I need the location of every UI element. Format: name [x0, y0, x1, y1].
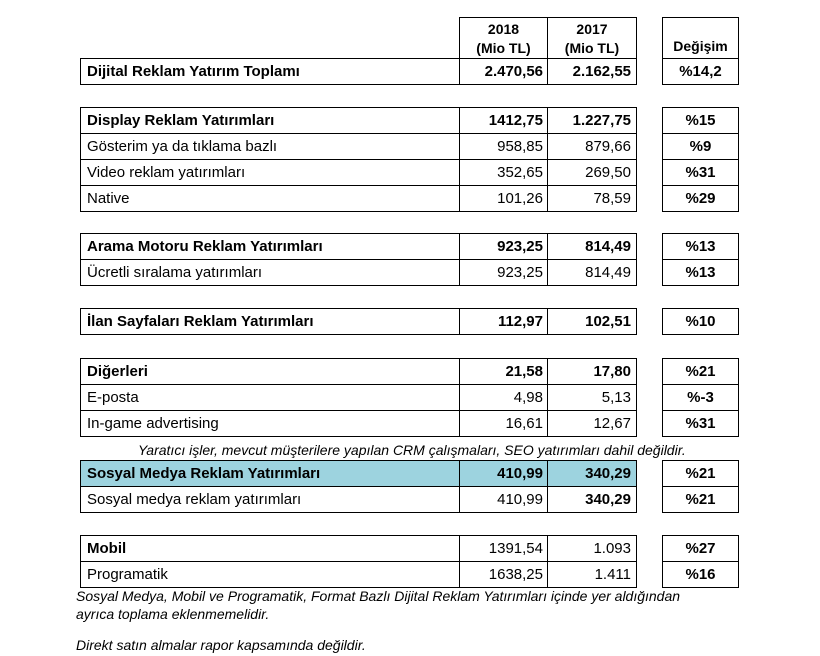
row-social-sub-change: %21: [662, 487, 739, 513]
header-2018: [459, 17, 548, 59]
row-classifieds-change: %10: [662, 308, 739, 335]
row-display-change: %15: [662, 107, 739, 134]
row-social-2017: 340,29: [547, 460, 637, 487]
row-display-2017: 1.227,75: [547, 107, 637, 134]
row-others-2018: 21,58: [459, 358, 548, 385]
row-total-2018: 2.470,56: [459, 58, 548, 85]
row-mobile-2017: 1.093: [547, 535, 637, 562]
row-others-ingame-change: %31: [662, 411, 739, 437]
row-display-native-change: %29: [662, 186, 739, 212]
others-note: Yaratıcı işler, mevcut müşterilere yapılan CRM çalışmaları, SEO yatırımları dahil değildir.: [138, 442, 686, 458]
row-social-sub-2018: 410,99: [459, 487, 548, 513]
row-mobile-2018: 1391,54: [459, 535, 548, 562]
header-2018-unit: (Mio TL): [476, 40, 531, 56]
row-programmatic-2018: 1638,25: [459, 562, 548, 588]
row-display-video-change: %31: [662, 160, 739, 186]
header-change-label: Değişim: [673, 38, 728, 54]
row-total-change: %14,2: [662, 58, 739, 85]
row-others-email-change: %-3: [662, 385, 739, 411]
row-social-sub-label: Sosyal medya reklam yatırımları: [80, 487, 460, 513]
row-classifieds-2017: 102,51: [547, 308, 637, 335]
row-social-label: Sosyal Medya Reklam Yatırımları: [80, 460, 460, 487]
footer-note-line1: Sosyal Medya, Mobil ve Programatik, Format Bazlı Dijital Reklam Yatırımları içinde yer aldığından: [76, 588, 681, 604]
row-search-change: %13: [662, 233, 739, 260]
row-mobile-change: %27: [662, 535, 739, 562]
row-classifieds-label: İlan Sayfaları Reklam Yatırımları: [80, 308, 460, 335]
row-total-2017: 2.162,55: [547, 58, 637, 85]
header-2018-year: 2018: [487, 21, 520, 37]
footer-note-line3: Direkt satın almalar rapor kapsamında değildir.: [76, 637, 366, 653]
row-others-ingame-2017: 12,67: [547, 411, 637, 437]
row-search-2018: 923,25: [459, 233, 548, 260]
header-2017-year: 2017: [576, 21, 608, 37]
row-display-impression-2017: 879,66: [547, 134, 637, 160]
row-search-paid-2018: 923,25: [459, 260, 548, 286]
row-display-native-label: Native: [80, 186, 460, 212]
row-display-impression-change: %9: [662, 134, 739, 160]
footer-note-line2: ayrıca toplama eklenmemelidir.: [76, 606, 270, 622]
header-2017: [547, 17, 637, 59]
row-others-email-2017: 5,13: [547, 385, 637, 411]
row-search-paid-change: %13: [662, 260, 739, 286]
row-display-video-2018: 352,65: [459, 160, 548, 186]
row-display-impression-2018: 958,85: [459, 134, 548, 160]
row-display-video-2017: 269,50: [547, 160, 637, 186]
row-mobile-label: Mobil: [80, 535, 460, 562]
row-search-label: Arama Motoru Reklam Yatırımları: [80, 233, 460, 260]
row-display-native-2018: 101,26: [459, 186, 548, 212]
row-display-impression-label: Gösterim ya da tıklama bazlı: [80, 134, 460, 160]
row-others-email-2018: 4,98: [459, 385, 548, 411]
header-2017-unit: (Mio TL): [564, 40, 620, 56]
row-search-2017: 814,49: [547, 233, 637, 260]
row-programmatic-change: %16: [662, 562, 739, 588]
row-display-native-2017: 78,59: [547, 186, 637, 212]
row-social-2018: 410,99: [459, 460, 548, 487]
row-classifieds-2018: 112,97: [459, 308, 548, 335]
row-others-2017: 17,80: [547, 358, 637, 385]
row-social-sub-2017: 340,29: [547, 487, 637, 513]
row-display-2018: 1412,75: [459, 107, 548, 134]
row-total-label: Dijital Reklam Yatırım Toplamı: [80, 58, 460, 85]
row-search-paid-2017: 814,49: [547, 260, 637, 286]
row-programmatic-label: Programatik: [80, 562, 460, 588]
row-others-ingame-2018: 16,61: [459, 411, 548, 437]
row-others-label: Diğerleri: [80, 358, 460, 385]
row-others-ingame-label: In-game advertising: [80, 411, 460, 437]
row-search-paid-label: Ücretli sıralama yatırımları: [80, 260, 460, 286]
row-display-label: Display Reklam Yatırımları: [80, 107, 460, 134]
row-social-change: %21: [662, 460, 739, 487]
header-change: [662, 17, 739, 59]
row-others-email-label: E-posta: [80, 385, 460, 411]
row-programmatic-2017: 1.411: [547, 562, 637, 588]
row-display-video-label: Video reklam yatırımları: [80, 160, 460, 186]
row-others-change: %21: [662, 358, 739, 385]
